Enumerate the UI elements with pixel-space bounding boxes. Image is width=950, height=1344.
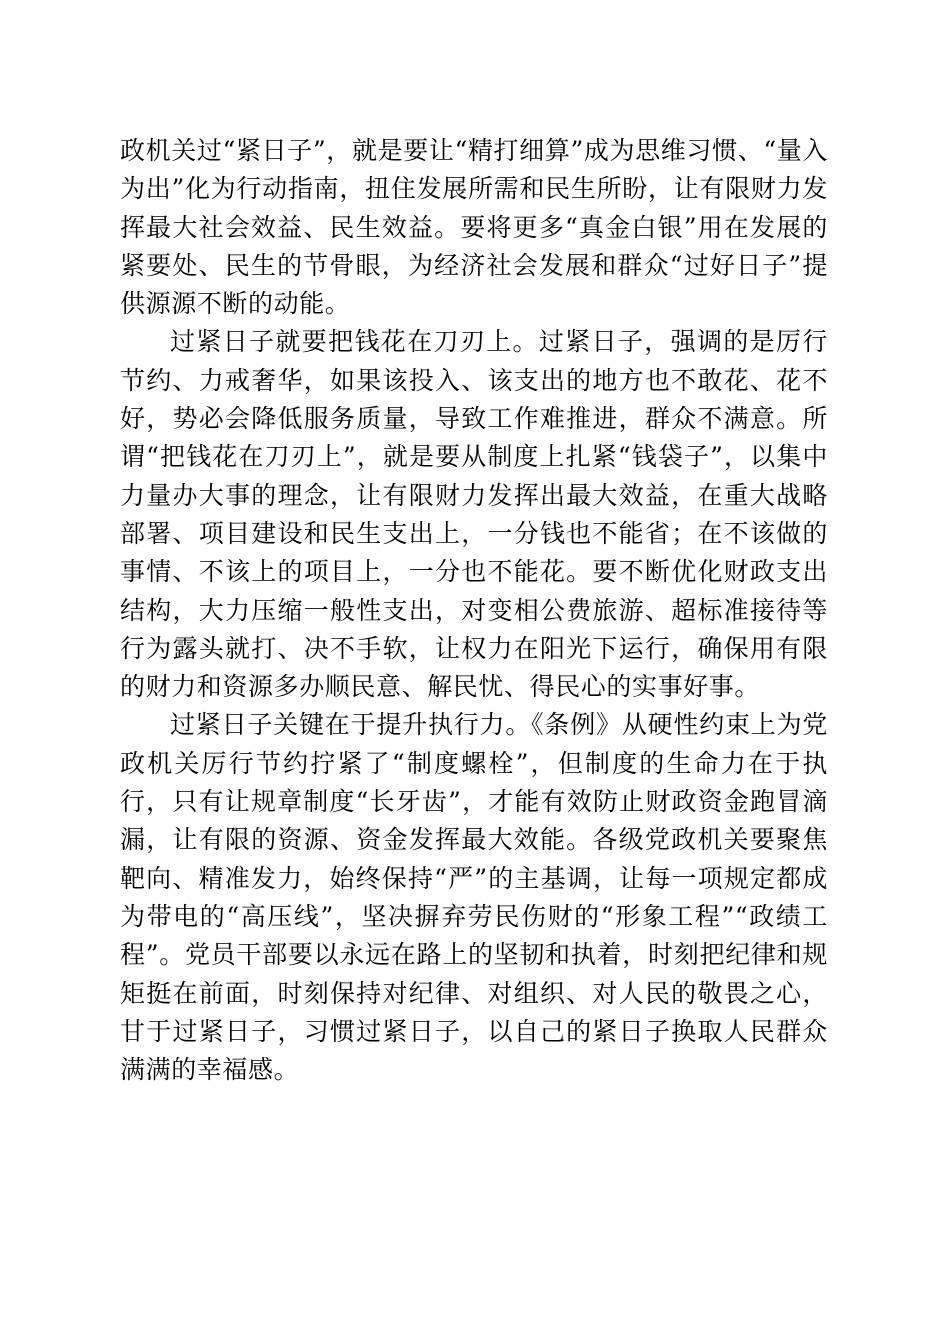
paragraph-3: 过紧日子关键在于提升执行力。《条例》从硬性约束上为党政机关厉行节约拧紧了“制度螺栓”，但制度的生命力在于执行，只有让规章制度“长牙齿”，才能有效防止财政资金跑冒滴漏，让有限的资源、资金发挥最大效能。各级党政机关要聚焦靶向、精准发力，始终保持“严”的主基调，让每一项规定都成为带电的“高压线”，坚决摒弃劳民伤财的“形象工程”“政绩工程”。党员干部要以永远在路上的坚韧和执着，时刻把纪律和规矩挺在前面，时刻保持对纪律、对组织、对人民的敬畏之心，甘于过紧日子，习惯过紧日子，以自己的紧日子换取人民群众满满的幸福感。: [120, 710, 828, 1085]
paragraph-1: 政机关过“紧日子”，就是要让“精打细算”成为思维习惯、“量入为出”化为行动指南，扭住发展所需和民生所盼，让有限财力发挥最大社会效益、民生效益。要将更多“真金白银”用在发展的紧要处、民生的节骨眼，为经济社会发展和群众“过好日子”提供源源不断的动能。: [120, 136, 828, 319]
paragraph-2: 过紧日子就要把钱花在刀刃上。过紧日子，强调的是厉行节约、力戒奢华，如果该投入、该支出的地方也不敢花、花不好，势必会降低服务质量，导致工作难推进，群众不满意。所谓“把钱花在刀刃上”，就是要从制度上扎紧“钱袋子”，以集中力量办大事的理念，让有限财力发挥出最大效益，在重大战略部署、项目建设和民生支出上，一分钱也不能省；在不该做的事情、不该上的项目上，一分也不能花。要不断优化财政支出结构，大力压缩一般性支出，对变相公费旅游、超标准接待等行为露头就打、决不手软，让权力在阳光下运行，确保用有限的财力和资源多办顺民意、解民忧、得民心的实事好事。: [120, 327, 828, 702]
document-body: [120, 132, 828, 1089]
